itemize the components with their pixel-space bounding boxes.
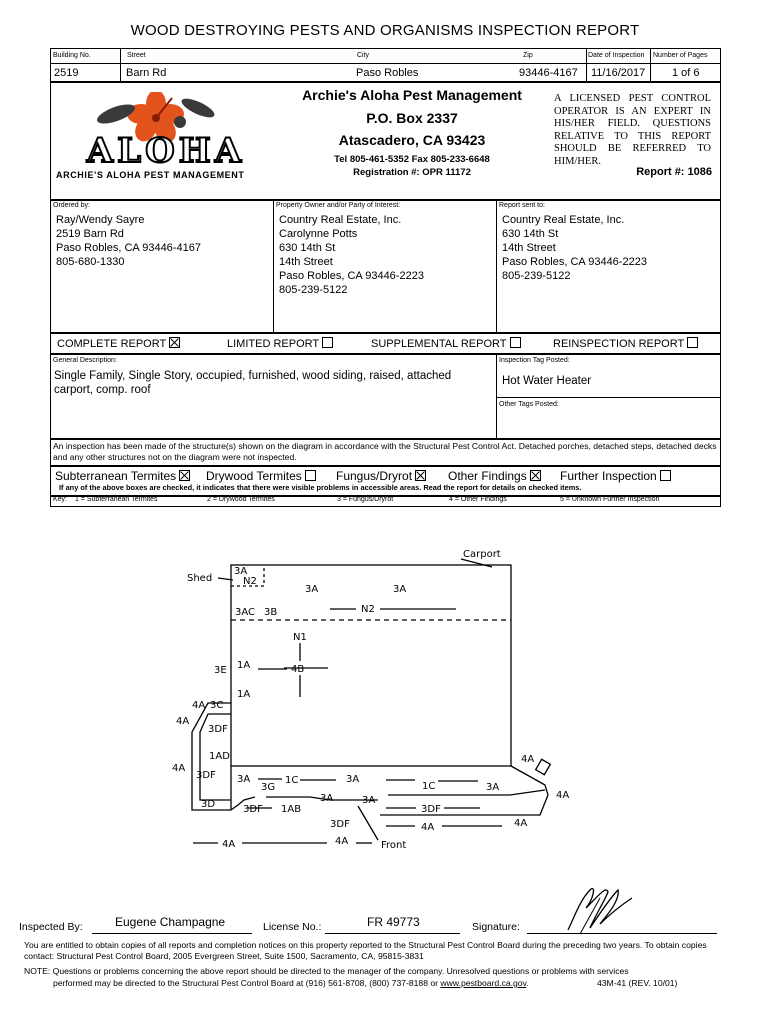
- company-name: Archie's Aloha Pest Management: [302, 87, 522, 103]
- inspection-tag-label: Inspection Tag Posted:: [499, 357, 570, 364]
- license-no-value: FR 49773: [367, 915, 420, 929]
- diagram-label: 4A: [176, 716, 190, 727]
- diagram-label: 3A: [234, 566, 248, 577]
- findings-note: If any of the above boxes are checked, it indicates that there were visible problems in accessible areas. Read the report for details on checked items.: [59, 483, 582, 492]
- zip-label: Zip: [523, 52, 533, 59]
- shed-label: Shed: [187, 573, 213, 584]
- diagram-line: [310, 797, 358, 800]
- other-tags-label: Other Tags Posted:: [499, 401, 559, 408]
- further-inspection-label: Further Inspection: [560, 469, 657, 483]
- sent-to-line: Country Real Estate, Inc.: [502, 214, 625, 226]
- key-item: 1 = Subterranean Termites: [75, 496, 158, 503]
- house-outline: [231, 565, 511, 766]
- pestboard-link[interactable]: www.pestboard.ca.gov: [440, 978, 527, 988]
- key-item: 2 = Drywood Termites: [207, 496, 275, 503]
- street-label: Street: [127, 52, 146, 59]
- diagram-label: 1AD: [209, 751, 230, 762]
- sent-to-label: Report sent to:: [499, 202, 545, 209]
- license-no-label: License No.:: [263, 921, 322, 933]
- date-value: 11/16/2017: [591, 67, 646, 79]
- report-title: WOOD DESTROYING PESTS AND ORGANISMS INSPECTION REPORT: [130, 22, 640, 39]
- ordered-by-line: Paso Robles, CA 93446-4167: [56, 242, 201, 254]
- diagram-label: 4A: [556, 790, 570, 801]
- signature-icon: [560, 878, 640, 938]
- owner-line: Paso Robles, CA 93446-2223: [279, 270, 424, 282]
- subterranean-label: Subterranean Termites: [55, 469, 177, 483]
- city-label: City: [357, 52, 370, 59]
- note-line-2-end: .: [526, 978, 529, 988]
- sent-to-line: 805-239-5122: [502, 270, 571, 282]
- date-label: Date of Inspection: [588, 52, 645, 59]
- diagram-label: 3AC: [235, 607, 256, 618]
- ordered-by-line: 2519 Barn Rd: [56, 228, 124, 240]
- diagram-label: 1A: [237, 660, 251, 671]
- drywood-label: Drywood Termites: [206, 469, 302, 483]
- front-leader: [358, 806, 378, 840]
- pages-value: 1 of 6: [672, 67, 700, 79]
- pages-label: Number of Pages: [653, 52, 708, 59]
- ordered-by-line: 805-680-1330: [56, 256, 125, 268]
- diagram-label: 4A: [421, 822, 435, 833]
- diagram-label: 1C: [285, 775, 299, 786]
- diagram-label: 4A: [514, 818, 528, 829]
- diagram-label: 4A: [222, 839, 236, 850]
- key-item: 5 = Unknown Further Inspection: [560, 496, 660, 503]
- diagram-label: 4A: [521, 754, 535, 765]
- license-statement: A LICENSED PEST CONTROL OPERATOR IS AN EXPERT IN HIS/HER FIELD. QUESTIONS RELATIVE TO THIS REPORT SHOULD BE REFERRED TO HIM/HER.: [554, 93, 711, 167]
- sent-to-line: Paso Robles, CA 93446-2223: [502, 256, 647, 268]
- diagram-label: 4A: [192, 700, 206, 711]
- zip-value: 93446-4167: [519, 67, 578, 79]
- inspected-by-label: Inspected By:: [19, 921, 83, 933]
- city-value: Paso Robles: [356, 67, 419, 79]
- form-number: 43M-41 (REV. 10/01): [597, 978, 678, 988]
- diagram-label: 3E: [214, 665, 227, 676]
- street-value: Barn Rd: [126, 67, 167, 79]
- sent-to-line: 630 14th St: [502, 228, 559, 240]
- diagram-label: N2: [243, 576, 257, 587]
- diagram-label: N2: [361, 604, 375, 615]
- diagram-label: 3A: [486, 782, 500, 793]
- diagram-line: [388, 790, 545, 795]
- inspection-statement: An inspection has been made of the structure(s) shown on the diagram in accordance with the Structural Pest Control Act. Detached porches, detached steps, detached decks and any other structures not on the diagram were not inspected.: [53, 441, 717, 462]
- ordered-by-label: Ordered by:: [53, 202, 90, 209]
- diagram-label: 3A: [237, 774, 251, 785]
- signature-label: Signature:: [472, 921, 520, 933]
- diagram-label: 3DF: [330, 819, 350, 830]
- diagram-label: 4B: [291, 664, 305, 675]
- diagram-label: 1A: [237, 689, 251, 700]
- diagram-label: 3G: [261, 782, 276, 793]
- diagram-label: 3A: [305, 584, 319, 595]
- diagram-label: 3D: [201, 799, 216, 810]
- inspection-tag-value: Hot Water Heater: [502, 375, 592, 387]
- diagram-label: 3DF: [421, 804, 441, 815]
- building-no-value: 2519: [54, 67, 79, 79]
- owner-line: Carolynne Potts: [279, 228, 358, 240]
- front-label: Front: [381, 840, 407, 851]
- fungus-label: Fungus/Dryrot: [336, 469, 413, 483]
- diagram-label: 3B: [264, 607, 278, 618]
- water-heater-box: [536, 759, 551, 774]
- copies-notice: You are entitled to obtain copies of all reports and completion notices on this property reported to the Structural Pest Control Board during the preceding two years. To obtain copies contact: Structural Pest Control Board, 2005 Evergreen Street, Suite 1500, Sacramento, CA, 95815-3831: [24, 940, 707, 961]
- supplemental-report-label: SUPPLEMENTAL REPORT: [371, 338, 507, 350]
- diagram-label: 3A: [362, 795, 376, 806]
- owner-line: 14th Street: [279, 256, 333, 268]
- diagram-label: 1C: [422, 781, 436, 792]
- report-number: Report #: 1086: [636, 166, 712, 178]
- diagram-label: 1AB: [281, 804, 302, 815]
- diagram-label: 3C: [210, 700, 224, 711]
- diagram-label: 3DF: [243, 804, 263, 815]
- diagram-label: 3A: [393, 584, 407, 595]
- diagram-label: 4A: [172, 763, 186, 774]
- general-description-label: General Description:: [53, 357, 117, 364]
- reinspection-report-label: REINSPECTION REPORT: [553, 338, 685, 350]
- logo-caption: ARCHIE'S ALOHA PEST MANAGEMENT: [56, 170, 245, 180]
- logo-word: ALOHA: [86, 131, 246, 171]
- company-phone: Tel 805-461-5352 Fax 805-233-6648: [334, 154, 490, 165]
- general-description-text: Single Family, Single Story, occupied, furnished, wood siding, raised, attached carport, comp. roof: [54, 370, 452, 396]
- key-item: 3 = Fungus/Dryrot: [337, 496, 394, 503]
- complete-report-label: COMPLETE REPORT: [57, 338, 167, 350]
- note-line-2-text: performed may be directed to the Structural Pest Control Board at (916) 561-8708, (800) 737-8188 or: [53, 978, 441, 988]
- company-po-box: P.O. Box 2337: [366, 110, 458, 126]
- key-item: 4 = Other Findings: [449, 496, 507, 503]
- diagram-label: 4A: [335, 836, 349, 847]
- note-line-1: NOTE: Questions or problems concerning the above report should be directed to the manager of the company. Unresolved questions or problems with services: [24, 966, 629, 976]
- diagram-label: 3A: [346, 774, 360, 785]
- limited-report-label: LIMITED REPORT: [227, 338, 320, 350]
- owner-line: Country Real Estate, Inc.: [279, 214, 402, 226]
- carport-label: Carport: [463, 549, 501, 560]
- inspector-name: Eugene Champagne: [115, 915, 226, 929]
- carport-leader: [461, 559, 492, 567]
- key-label: Key:: [53, 496, 68, 503]
- diagram-label: 3A: [320, 793, 334, 804]
- company-registration: Registration #: OPR 11172: [353, 167, 471, 178]
- owner-label: Property Owner and/or Party of Interest:: [276, 202, 401, 209]
- note-line-2: [53, 978, 529, 988]
- company-city: Atascadero, CA 93423: [338, 132, 486, 148]
- owner-line: 630 14th St: [279, 242, 336, 254]
- owner-line: 805-239-5122: [279, 284, 348, 296]
- diagram-label: 3DF: [196, 770, 216, 781]
- building-no-label: Building No.: [53, 52, 91, 59]
- sent-to-line: 14th Street: [502, 242, 556, 254]
- diagram-label: 3DF: [208, 724, 228, 735]
- other-findings-label: Other Findings: [448, 469, 527, 483]
- ordered-by-line: Ray/Wendy Sayre: [56, 214, 145, 226]
- diagram-label: N1: [293, 632, 307, 643]
